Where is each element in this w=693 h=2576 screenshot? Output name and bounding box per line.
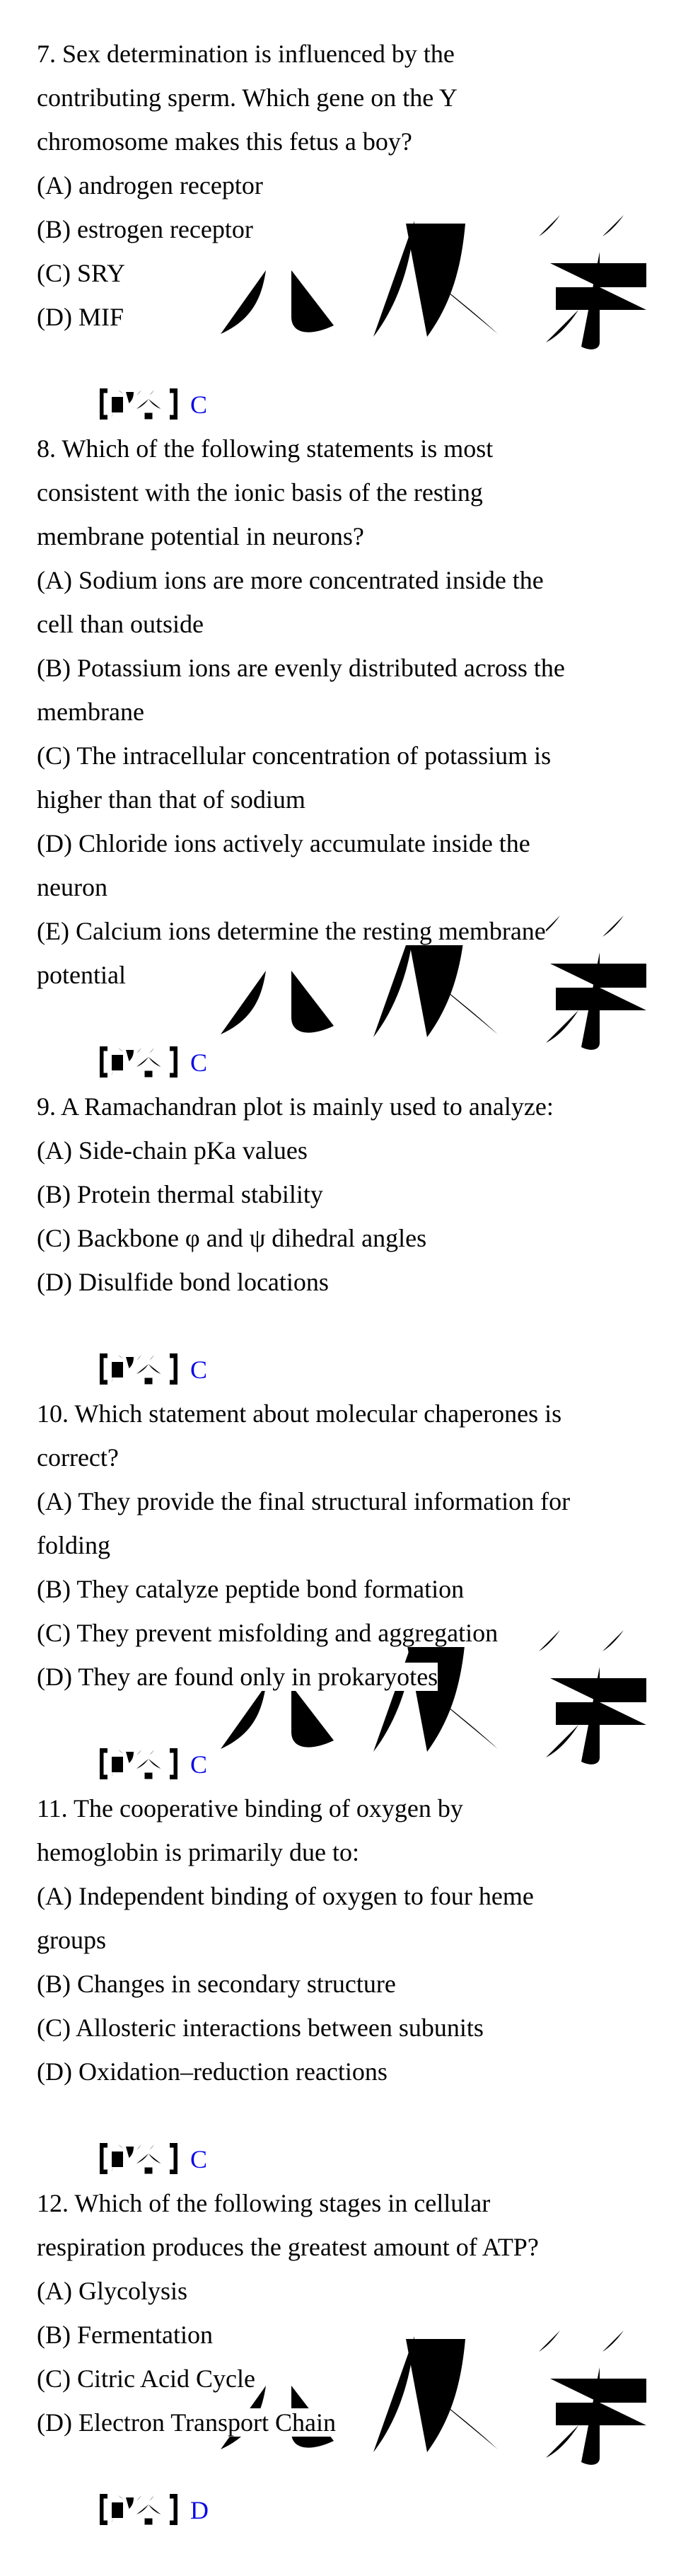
answer [97,391,207,419]
text: (A) They provide the final structural information for [37,1487,571,1515]
option-line [37,2313,665,2357]
question-12 [37,2181,665,2524]
text: (C) They prevent misfolding and aggregation [37,1619,499,1647]
text: 7. Sex determination is influenced by the [37,40,455,68]
answer-label [97,1747,180,1781]
text: (A) Independent binding of oxygen to four heme [37,1882,534,1910]
question-stem-line [37,514,665,558]
option-line [37,602,665,646]
option-line [37,1611,665,1655]
question-stem-line [37,1786,665,1830]
answer-label [97,2142,180,2176]
option-line [37,1216,665,1260]
text: (D) Oxidation–reduction reactions [37,2057,388,2086]
answer-letter: C [190,1750,208,1779]
option-line [37,1172,665,1216]
text: (B) Fermentation [37,2321,213,2349]
text: 11. The cooperative binding of oxygen by [37,1794,463,1823]
option-line [37,207,665,251]
text: cell than outside [37,610,204,638]
question-stem-line [37,1392,665,1436]
option-line [37,1567,665,1611]
question-10 [37,1392,665,1779]
text: (B) Protein thermal stability [37,1180,323,1208]
text: (D) MIF [37,303,124,331]
text: (D) Chloride ions actively accumulate inside the [37,829,530,857]
text: chromosome makes this fetus a boy? [37,127,412,156]
answer-letter: C [190,2145,208,2173]
text: membrane potential in neurons? [37,522,364,550]
text: (A) Glycolysis [37,2277,187,2305]
text: higher than that of sodium [37,785,305,814]
option-line [37,690,665,734]
option-line [37,1260,665,1304]
question-stem-line [37,470,665,514]
option-line [37,2357,665,2401]
option-line [37,1962,665,2006]
answer-line [37,1699,665,1779]
answer-line [37,2093,665,2173]
text: 12. Which of the following stages in cellular [37,2189,491,2217]
question-stem-line [37,1830,665,1874]
text: groups [37,1926,106,1954]
answer [97,2496,209,2524]
option-line [37,909,665,953]
question-stem-line [37,120,665,163]
option-line [37,1128,665,1172]
text: (E) Calcium ions determine the resting membrane [37,917,546,945]
text: consistent with the ionic basis of the resting [37,478,483,507]
text: (A) androgen receptor [37,171,263,200]
text: membrane [37,698,144,726]
text: respiration produces the greatest amount of ATP? [37,2233,539,2261]
text: 9. A Ramachandran plot is mainly used to analyze: [37,1092,554,1121]
text: contributing sperm. Which gene on the Y [37,83,458,112]
text: (C) SRY [37,259,126,287]
answer [97,1049,207,1077]
text: (B) estrogen receptor [37,215,253,243]
question-9 [37,1085,665,1384]
text: (B) Potassium ions are evenly distributed across the [37,654,565,682]
option-line [37,778,665,821]
text: (C) Citric Acid Cycle [37,2364,255,2393]
question-stem-line [37,427,665,470]
text: (C) Allosteric interactions between subunits [37,2014,484,2042]
text: correct? [37,1443,119,1472]
answer-label [97,1045,180,1079]
option-line [37,2401,665,2444]
option-line [37,1479,665,1523]
option-line [37,163,665,207]
question-stem-line [37,76,665,120]
option-line [37,1918,665,1962]
question-7 [37,32,665,419]
option-line [37,865,665,909]
text: (D) They are found only in prokaryotes [37,1663,438,1691]
text: (D) Disulfide bond locations [37,1268,329,1296]
text: (B) Changes in secondary structure [37,1970,396,1998]
option-line [37,251,665,295]
question-stem-line [37,32,665,76]
answer-letter: C [190,391,208,419]
text: (A) Sodium ions are more concentrated inside the [37,566,544,594]
question-stem-line [37,2225,665,2269]
text: (D) Electron Transport Chain [37,2408,336,2437]
option-line [37,953,665,997]
question-stem-line [37,2181,665,2225]
text: neuron [37,873,107,901]
question-11 [37,1786,665,2173]
question-stem-line [37,1436,665,1479]
answer-line [37,1304,665,1384]
option-line [37,1874,665,1918]
text: (B) They catalyze peptide bond formation [37,1575,465,1603]
answer-letter: D [190,2496,209,2524]
option-line [37,1523,665,1567]
answer [97,2145,207,2173]
answer-label [97,2493,180,2526]
question-8 [37,427,665,1077]
option-line [37,646,665,690]
answer [97,1750,207,1779]
answer-line [37,2444,665,2524]
answer [97,1356,207,1384]
text: 10. Which statement about molecular chaperones is [37,1399,562,1428]
text: 8. Which of the following statements is most [37,434,494,463]
option-line [37,558,665,602]
answer-label [97,387,180,421]
answer-line [37,997,665,1077]
text: (C) The intracellular concentration of potassium is [37,741,552,770]
option-line [37,2050,665,2093]
text: folding [37,1531,110,1559]
text: (C) Backbone φ and ψ dihedral angles [37,1224,427,1252]
answer-letter: C [190,1049,208,1077]
text: (A) Side-chain pKa values [37,1136,308,1165]
text: hemoglobin is primarily due to: [37,1838,359,1866]
option-line [37,734,665,778]
option-line [37,295,665,339]
answer-label [97,1352,180,1386]
answer-letter: C [190,1356,208,1384]
question-stem-line [37,1085,665,1128]
option-line [37,821,665,865]
text: potential [37,961,126,989]
option-line [37,2269,665,2313]
option-line [37,2006,665,2050]
option-line [37,1655,665,1699]
answer-line [37,339,665,419]
